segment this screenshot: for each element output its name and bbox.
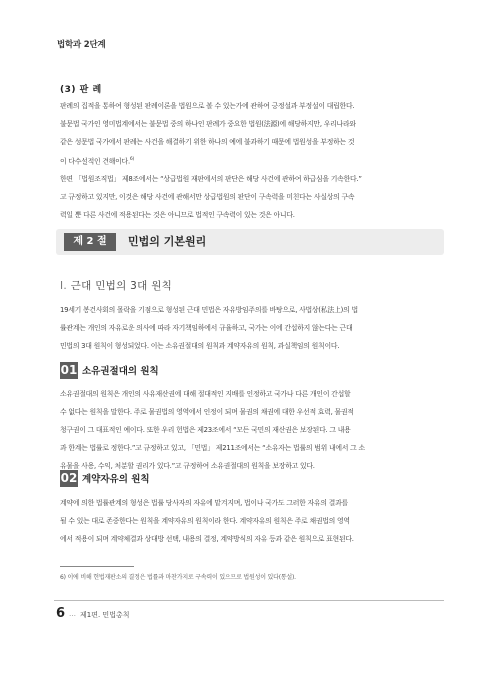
- subheading-title: 계약자유의 원칙: [82, 474, 150, 485]
- footer-part-title: 제1편. 민법총칙: [80, 611, 130, 619]
- intro-paragraph: [60, 301, 442, 355]
- running-header: 법학과 2단계: [57, 40, 106, 50]
- subheading-title: 소유권절대의 원칙: [82, 366, 159, 377]
- text-line: [60, 151, 442, 170]
- heading-text: 근대 민법의 3대 원칙: [70, 280, 173, 292]
- subheading-number-badge: 01: [60, 363, 78, 377]
- heading-number: Ⅰ.: [60, 280, 68, 292]
- text-line: 될 수 있는 대로 존중한다는 원칙을 계약자유의 원칙이라 한다. 계약자유의 원칙은 주로 채권법의 영역: [60, 517, 350, 525]
- page-number: 6: [56, 606, 66, 621]
- text-line: 고 규정하고 있지만, 이것은 해당 사건에 관해서만 상급법원의 판단이 구속력을 미친다는 사실상의 구속: [60, 193, 355, 201]
- text-line: 판례의 집적을 통하여 형성된 판례이론을 법원으로 볼 수 있는가에 관하여 긍정설과 부정설이 대립한다.: [60, 102, 355, 110]
- section-title: 민법의 기본원리: [128, 235, 207, 248]
- text-line: 불문법 국가인 영미법계에서는 불문법 중의 하나인 판례가 중요한 법원(法源)에 해당하지만, 우리나라와: [60, 120, 356, 128]
- text-line: 유물을 사용, 수익, 처분할 권리가 있다.”고 규정하여 소유권절대의 원칙을 보장하고 있다.: [60, 462, 315, 470]
- text-line: 력일 뿐 다른 사건에 적용된다는 것은 아니므로 법적인 구속력이 있는 것은 아니다.: [60, 211, 295, 219]
- text-line: 계약에 의한 법률관계의 형성은 법률 당사자의 자유에 맡겨지며, 법이나 국가도 그러한 자유의 결과를: [60, 499, 348, 507]
- text-line: 한편 「법원조직법」 제8조에서는 “상급법원 재판에서의 판단은 해당 사건에 관하여 하급심을 기속한다.”: [60, 175, 362, 183]
- text-line: 수 없다는 원칙을 말한다. 주로 물권법의 영역에서 인정이 되며 물권의 채권에 대한 우선적 효력, 물권적: [60, 408, 354, 416]
- text-segment: 이 다수설적인 견해이다.: [60, 157, 130, 166]
- text-line: 19세기 봉건사회의 몰락을 기점으로 형성된 근대 민법은 자유방임주의를 바탕으로, 사법상(私法上)의 법: [60, 306, 358, 314]
- contract-paragraph: [60, 494, 442, 548]
- precedent-paragraph-1: [60, 97, 442, 170]
- footnote-text: 6) 이에 비해 헌법재판소의 결정은 법률과 마찬가지로 구속력이 있으므로 법원성이 있다(통설).: [60, 574, 296, 581]
- text-line: 에서 적용이 되며 계약체결과 상대방 선택, 내용의 결정, 계약방식의 자유 등과 같은 원칙으로 표현된다.: [60, 535, 354, 543]
- text-line: 과 한계는 법률로 정한다.”고 규정하고 있고, 「민법」 제211조에서는 “소유자는 법률의 범위 내에서 그 소: [60, 444, 365, 452]
- heading-three-principles: [60, 278, 172, 293]
- text-line: 률관계는 개인의 자유로운 의사에 따라 자기책임하에서 규율하고, 국가는 이에 간섭하지 않는다는 근대: [60, 324, 353, 332]
- section-heading-precedent: (3) 판 례: [60, 85, 102, 95]
- text-line: 청구권이 그 대표적인 예이다. 또한 우리 헌법은 제23조에서 “모든 국민의 재산권은 보장된다. 그 내용: [60, 426, 351, 434]
- text-line: 민법의 3대 원칙이 형성되었다. 이는 소유권절대의 원칙과 계약자유의 원칙, 과실책임의 원칙이다.: [60, 342, 340, 350]
- ownership-paragraph: [60, 385, 442, 475]
- section-number-label: 제 2 절: [64, 233, 116, 251]
- footer-divider: [54, 600, 444, 601]
- footnote-divider: [60, 566, 134, 567]
- text-line: 소유권절대의 원칙은 개인의 사유재산권에 대해 절대적인 지배를 인정하고 국가나 다른 개인이 간섭할: [60, 390, 351, 398]
- precedent-paragraph-2: [60, 170, 442, 224]
- footer-separator: …: [69, 610, 76, 618]
- footnote-reference: 6): [129, 157, 135, 162]
- text-line: 같은 성문법 국가에서 판례는 사건을 해결하기 위한 하나의 예에 불과하기 때문에 법원성을 부정하는 것: [60, 138, 355, 146]
- subheading-number-badge: 02: [60, 471, 78, 485]
